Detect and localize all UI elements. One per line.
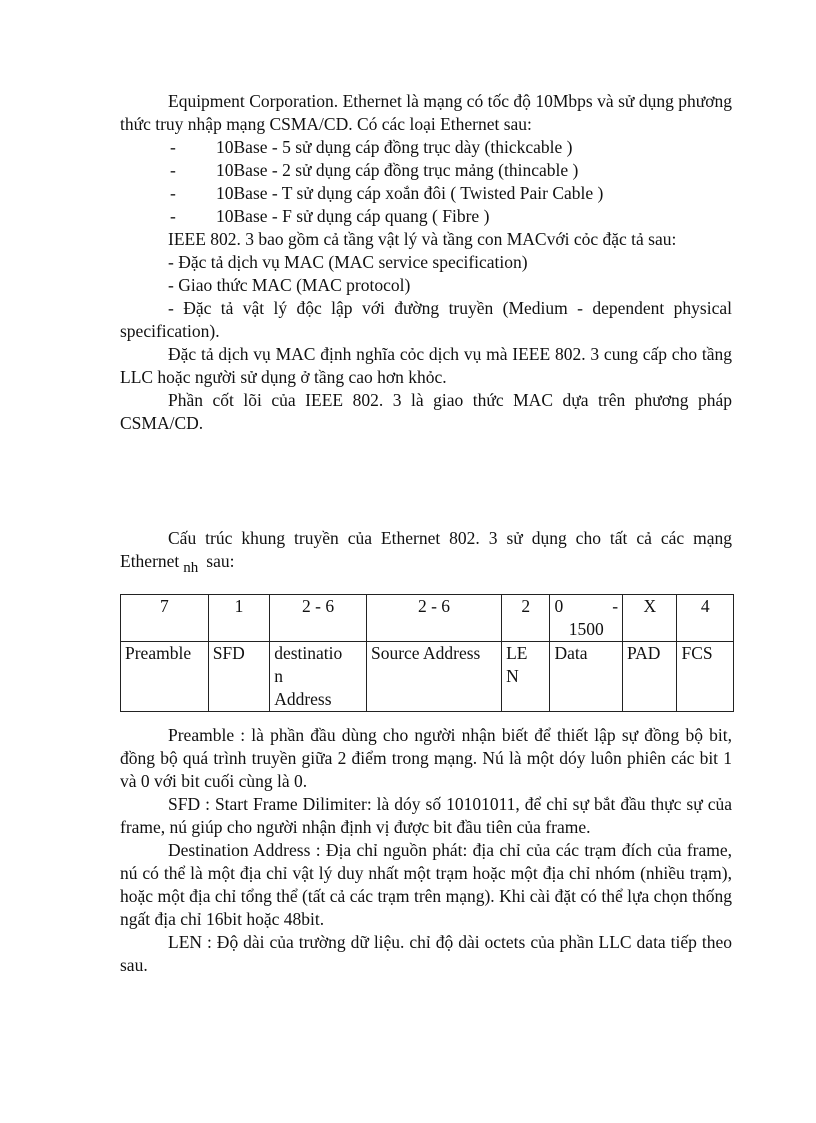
field-cell-pad: PAD: [623, 642, 677, 712]
field-destination-line1: destinatio: [274, 643, 343, 663]
list-dash: -: [170, 183, 176, 203]
core-paragraph: Phần cốt lõi của IEEE 802. 3 là giao thức MAC dựa trên phương pháp CSMA/CD.: [120, 390, 732, 433]
size-data-dash: -: [612, 596, 619, 616]
ethernet-types-list: [120, 136, 732, 228]
field-cell-len: [502, 642, 550, 712]
size-cell-preamble: 7: [121, 595, 209, 642]
size-cell-pad: X: [623, 595, 677, 642]
len-description: LEN : Độ dài của trường dữ liệu. chỉ độ dài octets của phần LLC data tiếp theo sau.: [120, 932, 732, 975]
list-item-text: 10Base - 5 sử dụng cáp đồng trục dày (thickcable ): [216, 137, 573, 157]
frame-intro-sub: nh: [183, 560, 199, 576]
field-len-line1: LE: [506, 643, 528, 663]
ieee-item-physical: - Đặc tả vật lý độc lập với đường truyền (Medium - dependent physical specification).: [120, 298, 732, 341]
field-cell-data: Data: [550, 642, 623, 712]
list-item: [120, 136, 732, 159]
size-data-max: 1500: [568, 619, 604, 639]
size-cell-fcs: 4: [677, 595, 734, 642]
table-row: [121, 595, 734, 642]
field-len-line2: N: [506, 666, 519, 686]
ieee-summary: IEEE 802. 3 bao gồm cả tầng vật lý và tầng con MACvới cỏc đặc tả sau:: [168, 229, 677, 249]
table-row: [121, 642, 734, 712]
list-item-text: 10Base - T sử dụng cáp xoắn đôi ( Twisted Pair Cable ): [216, 183, 604, 203]
sfd-description: SFD : Start Frame Dilimiter: là dóy số 10101011, để chỉ sự bắt đầu thực sự của frame, nú giúp cho người nhận định vị được bit đầu tiên của frame.: [120, 794, 732, 837]
size-cell-len: 2: [502, 595, 550, 642]
field-destination-line3: Address: [274, 689, 332, 709]
frame-intro-text: Cấu trúc khung truyền của Ethernet 802. 3 sử dụng cho tất cả các mạng Ethernet: [120, 528, 732, 571]
ieee-item-mac-protocol: - Giao thức MAC (MAC protocol): [168, 275, 411, 295]
size-cell-data: [550, 595, 623, 642]
field-cell-fcs: FCS: [677, 642, 734, 712]
list-item: [120, 182, 732, 205]
frame-intro-paragraph: [120, 527, 732, 580]
mac-service-paragraph: Đặc tả dịch vụ MAC định nghĩa cỏc dịch vụ mà IEEE 802. 3 cung cấp cho tầng LLC hoặc người sử dụng ở tầng cao hơn khỏc.: [120, 344, 732, 387]
size-cell-destination: 2 - 6: [270, 595, 367, 642]
list-item: [120, 205, 732, 228]
size-cell-sfd: 1: [208, 595, 270, 642]
list-dash: -: [170, 206, 176, 226]
list-dash: -: [170, 137, 176, 157]
list-item: [120, 159, 732, 182]
field-cell-preamble: Preamble: [121, 642, 209, 712]
frame-structure-table: [120, 594, 734, 712]
list-item-text: 10Base - 2 sử dụng cáp đồng trục mảng (thincable ): [216, 160, 579, 180]
field-cell-sfd: SFD: [208, 642, 270, 712]
spacer: [120, 435, 732, 527]
field-cell-source: Source Address: [366, 642, 501, 712]
field-destination-line2: n: [274, 666, 283, 686]
size-data-min: 0: [554, 596, 564, 616]
ieee-item-mac-service: - Đặc tả dịch vụ MAC (MAC service specification): [168, 252, 528, 272]
list-dash: -: [170, 160, 176, 180]
field-cell-destination: [270, 642, 367, 712]
intro-paragraph: Equipment Corporation. Ethernet là mạng có tốc độ 10Mbps và sử dụng phương thức truy nhập mạng CSMA/CD. Có các loại Ethernet sau:: [120, 91, 732, 134]
size-cell-source: 2 - 6: [366, 595, 501, 642]
destination-description: Destination Address : Địa chỉ nguồn phát: địa chỉ của các trạm đích của frame, nú có thể là một địa chỉ vật lý duy nhất một trạm hoặc một địa chỉ nhóm (nhiều trạm), hoặc một địa chỉ tổng thể (tất cả các trạm trên mạng). Khi cài đặt có thể lựa chọn thống ngất địa chỉ 16bit hoặc 48bit.: [120, 840, 732, 929]
preamble-description: Preamble : là phần đầu dùng cho người nhận biết để thiết lập sự đồng bộ bit, đồng bộ quá trình truyền giữa 2 điểm trong mạng. Nú là một dóy luôn phiên các bit 1 và 0 với bit cuối cùng là 0.: [120, 725, 732, 791]
list-item-text: 10Base - F sử dụng cáp quang ( Fibre ): [216, 206, 490, 226]
document-page: [120, 90, 732, 977]
frame-intro-tail: sau:: [206, 551, 235, 571]
